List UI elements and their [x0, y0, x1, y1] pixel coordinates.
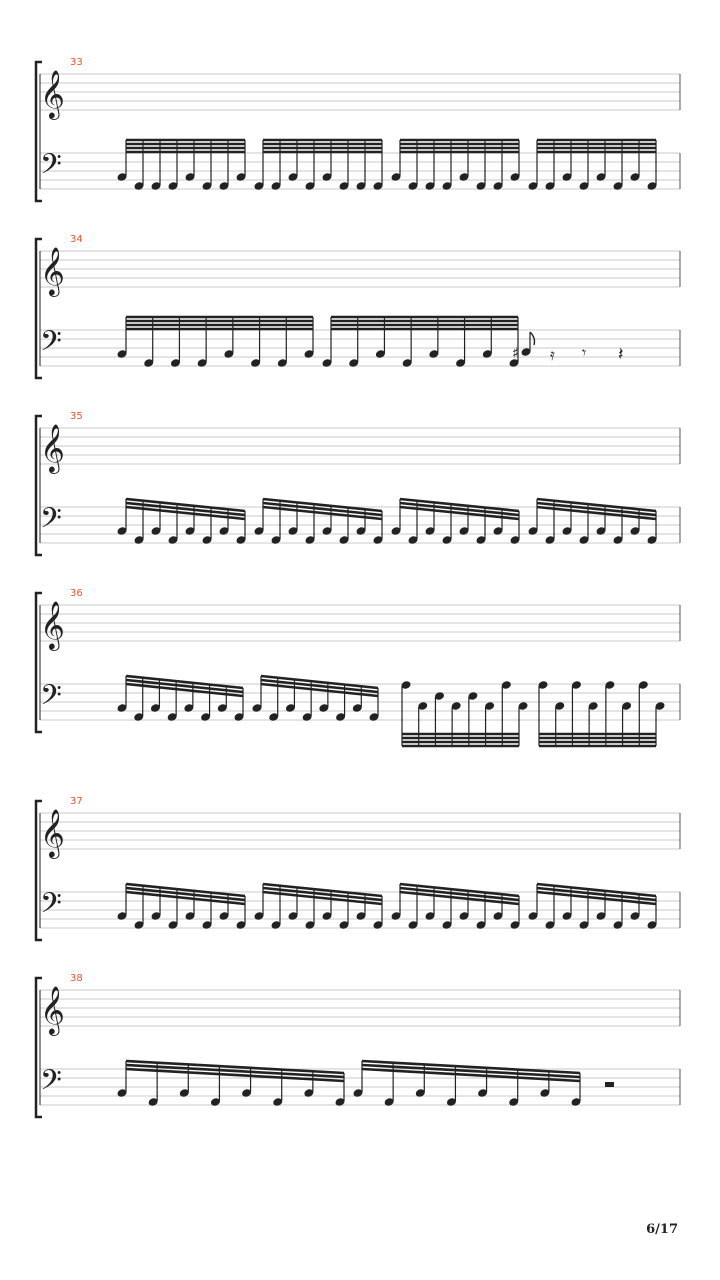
system-35 — [36, 411, 680, 555]
system-34 — [36, 234, 680, 378]
note-group — [116, 317, 314, 368]
quarter-rest-icon: 𝄽 — [618, 344, 624, 365]
system-37 — [36, 796, 680, 940]
note-group-down — [400, 680, 528, 746]
note-group — [321, 317, 519, 368]
measure-number: 37 — [70, 796, 83, 807]
measure-number: 38 — [70, 973, 83, 984]
treble-clef-icon: 𝄞 — [40, 423, 65, 472]
bass-clef-icon: 𝄢 — [40, 502, 62, 542]
note-group — [527, 499, 657, 545]
ending-symbols — [605, 1082, 614, 1087]
note-group — [116, 884, 246, 930]
page-number: 6/17 — [646, 1222, 678, 1237]
measure-number: 34 — [70, 234, 83, 245]
bass-clef-icon: 𝄢 — [40, 1064, 62, 1104]
note-group — [251, 676, 379, 722]
note-group — [527, 884, 657, 930]
measure-number: 33 — [70, 57, 83, 68]
note-group — [253, 140, 383, 191]
note-group — [253, 884, 383, 930]
bass-clef-icon: 𝄢 — [40, 679, 62, 719]
measure-number: 36 — [70, 588, 83, 599]
note-group — [390, 140, 520, 191]
treble-clef-icon: 𝄞 — [40, 600, 65, 649]
bass-clef-icon: 𝄢 — [40, 325, 62, 365]
note-group — [352, 1061, 581, 1107]
system-36 — [36, 588, 680, 746]
system-38 — [36, 973, 680, 1117]
half-rest-icon — [605, 1082, 614, 1087]
treble-clef-icon: 𝄞 — [40, 985, 65, 1034]
note-group — [116, 676, 244, 722]
sharp-icon: ♯ — [512, 344, 520, 362]
note-group — [253, 499, 383, 545]
note-group — [390, 499, 520, 545]
eighth-rest-icon: 𝄾 — [582, 343, 587, 362]
system-33 — [36, 57, 680, 201]
note-group — [116, 1061, 345, 1107]
bass-clef-icon: 𝄢 — [40, 148, 62, 188]
bass-clef-icon: 𝄢 — [40, 887, 62, 927]
note-group — [527, 140, 657, 191]
note-group — [390, 884, 520, 930]
note-group — [116, 140, 246, 191]
measure-number: 35 — [70, 411, 83, 422]
treble-clef-icon: 𝄞 — [40, 69, 65, 118]
note-group-down — [537, 680, 665, 746]
treble-clef-icon: 𝄞 — [40, 246, 65, 295]
note-group — [116, 499, 246, 545]
treble-clef-icon: 𝄞 — [40, 808, 65, 857]
sixteenth-rest-icon: 𝄿 — [550, 345, 555, 364]
